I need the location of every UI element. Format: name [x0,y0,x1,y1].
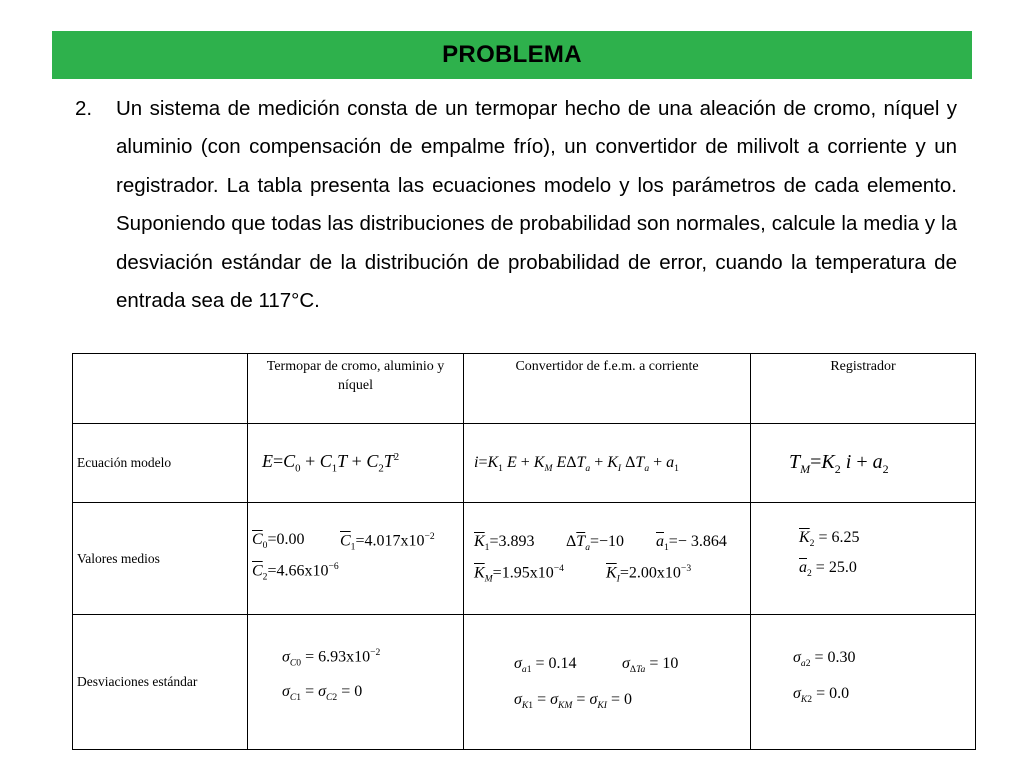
converter-model-equation [464,424,751,503]
problem-text: Un sistema de medición consta de un termopar hecho de una aleación de cromo, níquel y aluminio (con compensación de empalme frío), un convertidor de milivolt a corriente y un registrador. La tabla presenta las ecuaciones modelo y los parámetros de cada elemento. Suponiendo que todas las distribuciones de probabilidad son normales, calcule la media y la desviación estándar de la distribución de probabilidad de error, cuando la temperatura de entrada sea de 117°C. [116,97,957,313]
table-row [73,424,976,503]
converter-standard-deviations [464,615,751,750]
header-thermocouple: Termopar de cromo, aluminio y níquel [248,354,464,424]
sigma-delta-ta: $\sigma_{\Delta Ta} = 10$ [622,655,679,676]
title-bar [52,31,972,79]
mean-a1: $\overline{a}_1=- 3.864$ [656,533,727,554]
equation-current: $i=K_1$ $E + K_M$ $E\Delta T_a + K_I$ $\Delta T_a + a_1$ [474,454,679,475]
page-title: PROBLEMA [442,41,582,68]
header-empty [73,354,248,424]
mean-km: $\overline{K}_M=1.95x10^{-4}$ [474,563,564,585]
converter-mean-values [464,503,751,615]
sigma-a2: $\sigma_{a2} = 0.30$ [793,649,856,670]
mean-delta-ta: $\Delta\overline{T}_a=-10$ [566,533,625,554]
equation-recorder: $T_M=K_2$ $i + a_2$ [789,451,889,476]
problem-number: 2. [75,97,93,120]
thermocouple-standard-deviations [248,615,464,750]
mean-a2: $\overline{a}_2 = 25.0$ [799,559,857,580]
mean-k2: $\overline{K}_2 = 6.25$ [799,529,860,550]
recorder-mean-values [751,503,976,615]
thermocouple-model-equation [248,424,464,503]
mean-c0: $\overline{C}_0=0.00$ [252,531,305,552]
mean-k1: $\overline{K}_1=3.893$ [474,533,535,554]
parameters-table [72,353,976,750]
sigma-a1: $\sigma_{a1} = 0.14$ [514,655,577,676]
sigma-k: $\sigma_{K1} = \sigma_{KM} = \sigma_{KI} = 0$ [514,691,632,712]
header-converter: Convertidor de f.e.m. a corriente [464,354,751,424]
table-row [73,615,976,750]
recorder-model-equation [751,424,976,503]
mean-ki: $\overline{K}_I=2.00x10^{-3}$ [606,563,692,585]
problem-statement [60,90,957,320]
recorder-standard-deviations [751,615,976,750]
equation-emf: $E=C_0 + C_1T + C_2T^2$ [262,451,400,475]
row-label-mean-values: Valores medios [73,503,248,615]
mean-c1: $\overline{C}_1=4.017x10^{-2}$ [340,531,435,553]
thermocouple-mean-values [248,503,464,615]
row-label-model-equation: Ecuación modelo [73,424,248,503]
row-label-standard-deviations: Desviaciones estándar [73,615,248,750]
sigma-k2: $\sigma_{K2} = 0.0$ [793,685,850,706]
header-recorder: Registrador [751,354,976,424]
table-header-row [73,354,976,424]
sigma-c1-c2: $\sigma_{C1} = \sigma_{C2} = 0$ [282,683,363,704]
sigma-c0: $\sigma_{C0} = 6.93x10^{-2}$ [282,647,381,669]
table-row [73,503,976,615]
mean-c2: $\overline{C}_2=4.66x10^{-6}$ [252,561,339,583]
